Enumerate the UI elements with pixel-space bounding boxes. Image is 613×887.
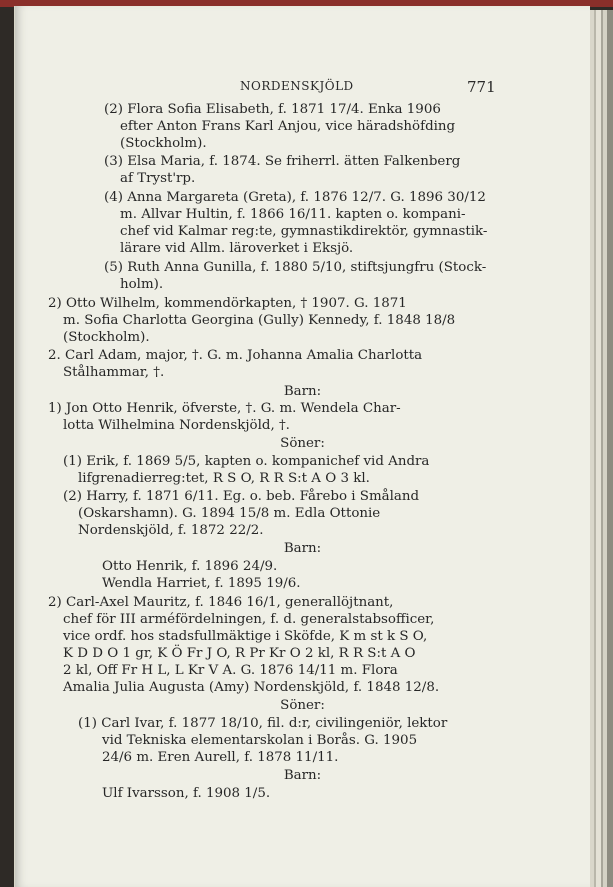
text-line: (2) Flora Sofia Elisabeth, f. 1871 17/4. Enka 1906 [104, 102, 441, 117]
text-line: 2. Carl Adam, major, †. G. m. Johanna Amalia Charlotta [48, 348, 423, 363]
text-line: Stålhammar, †. [63, 365, 165, 380]
text-line: Otto Henrik, f. 1896 24/9. [102, 559, 278, 574]
text-line: m. Sofia Charlotta Georgina (Gully) Kennedy, f. 1848 18/8 [63, 313, 456, 328]
text-heading: Barn: [283, 768, 322, 783]
text-line: (1) Carl Ivar, f. 1877 18/10, fil. d:r, civilingeniör, lektor [78, 716, 448, 731]
text-line: (Stockholm). [63, 330, 150, 345]
text-line: m. Allvar Hultin, f. 1866 16/11. kapten o. kompani- [120, 207, 466, 222]
page-edge [607, 10, 613, 887]
text-line: (1) Erik, f. 1869 5/5, kapten o. kompanichef vid Andra [63, 454, 430, 469]
text-line: efter Anton Frans Karl Anjou, vice häradshöfding [120, 119, 456, 134]
text-line: (2) Harry, f. 1871 6/11. Eg. o. beb. Fårebo i Småland [63, 489, 420, 504]
text-line: lifgrenadierreg:tet, R S O, R R S:t A O 3 kl. [78, 471, 370, 486]
text-line: (Oskarshamn). G. 1894 15/8 m. Edla Ottonie [78, 506, 381, 521]
text-line: 2 kl, Off Fr H L, L Kr V A. G. 1876 14/11 m. Flora [63, 663, 398, 678]
text-line: (5) Ruth Anna Gunilla, f. 1880 5/10, stiftsjungfru (Stock- [104, 260, 487, 275]
text-line: Ulf Ivarsson, f. 1908 1/5. [102, 786, 271, 801]
running-head: NORDENSKJÖLD [240, 79, 354, 93]
text-line: vid Tekniska elementarskolan i Borås. G. 1905 [102, 733, 418, 748]
text-line: Wendla Harriet, f. 1895 19/6. [102, 576, 301, 591]
text-line: chef för III arméfördelningen, f. d. generalstabsofficer, [63, 612, 435, 627]
text-line: 1) Jon Otto Henrik, öfverste, †. G. m. Wendela Char- [48, 401, 401, 416]
text-heading: Barn: [283, 541, 322, 556]
text-line: 2) Otto Wilhelm, kommendörkapten, † 1907. G. 1871 [48, 296, 407, 311]
text-line: holm). [120, 277, 164, 292]
book-page [14, 6, 590, 887]
text-line: K D D O 1 gr, K Ö Fr J O, R Pr Kr O 2 kl, R R S:t A O [63, 646, 416, 661]
text-line: chef vid Kalmar reg:te, gymnastikdirektör, gymnastik- [120, 224, 488, 239]
text-line: vice ordf. hos stadsfullmäktige i Sköfde, K m st k S O, [63, 629, 428, 644]
text-line: lärare vid Allm. läroverket i Eksjö. [120, 241, 354, 256]
text-line: (3) Elsa Maria, f. 1874. Se friherrl. ätten Falkenberg [104, 154, 461, 169]
text-line: Nordenskjöld, f. 1872 22/2. [78, 523, 264, 538]
text-heading: Söner: [280, 436, 325, 451]
text-heading: Söner: [280, 698, 325, 713]
text-line: lotta Wilhelmina Nordenskjöld, †. [63, 418, 290, 433]
text-line: (4) Anna Margareta (Greta), f. 1876 12/7. G. 1896 30/12 [104, 190, 486, 205]
page-number: 771 [467, 78, 496, 96]
text-line: (Stockholm). [120, 136, 207, 151]
text-line: 2) Carl-Axel Mauritz, f. 1846 16/1, generallöjtnant, [48, 595, 394, 610]
text-line: af Tryst'rp. [120, 171, 196, 186]
text-line: 24/6 m. Eren Aurell, f. 1878 11/11. [102, 750, 339, 765]
text-line: Amalia Julia Augusta (Amy) Nordenskjöld, f. 1848 12/8. [63, 680, 440, 695]
text-heading: Barn: [283, 384, 322, 399]
